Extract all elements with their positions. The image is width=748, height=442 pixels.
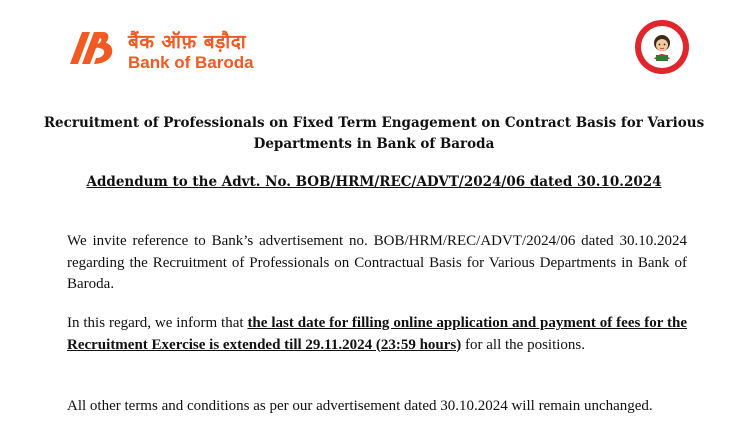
extension-highlight: the last date for filling online application and payment of fees for the Recruitment Exercise is extended till 29.11.2024 (23:59 hours) [67,315,688,353]
paragraph-terms: All other terms and conditions as per our advertisement dated 30.10.2024 will remain unchanged. [67,398,653,414]
paragraph-reference: We invite reference to Bank’s advertisement no. BOB/HRM/REC/ADVT/2024/06 dated 30.10.2024 regarding the Recruitment of Professionals on Contractual Basis for Various Departments in Bank of Baroda. [67,233,687,292]
document-title: Recruitment of Professionals on Fixed Term Engagement on Contract Basis for Various Departments in Bank of Baroda [43,115,705,152]
girl-child-emblem-icon [634,19,690,75]
paragraph-extension [67,313,687,356]
brand-name-hindi: बैंक ऑफ़ बड़ौदा [128,31,247,53]
paragraph-extension-prefix: In this regard, we inform that [67,315,248,331]
brand-name-english: Bank of Baroda [128,53,254,72]
letterhead [0,0,748,95]
addendum-heading: Addendum to the Advt. No. BOB/HRM/REC/ADVT/2024/06 dated 30.10.2024 [86,174,662,190]
paragraph-extension-suffix: for all the positions. [461,336,586,353]
bank-of-baroda-logo-icon [66,26,116,72]
